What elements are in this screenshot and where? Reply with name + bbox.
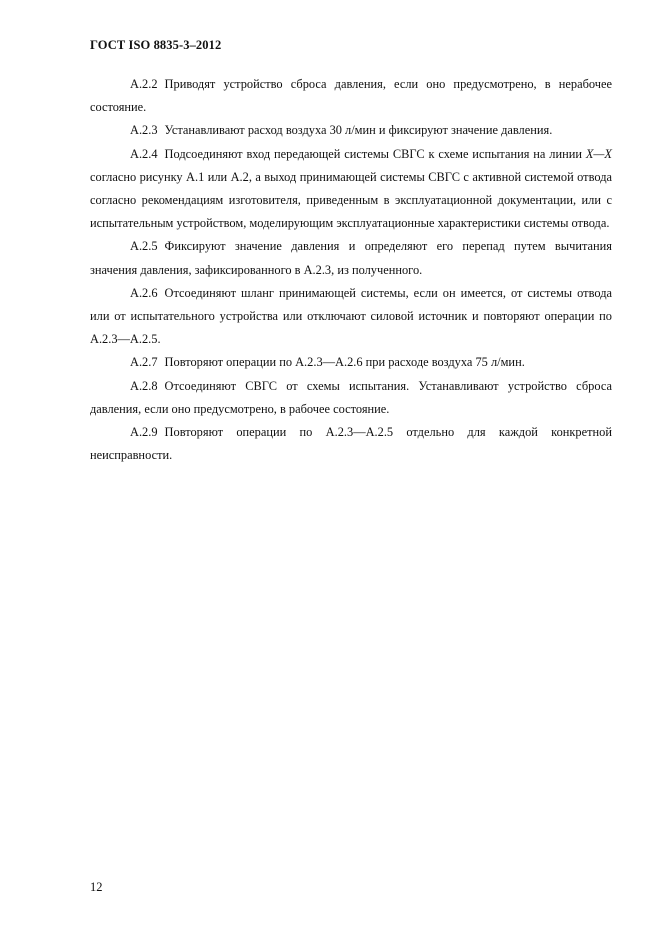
clause-text-italic: X—X: [585, 146, 612, 161]
clause-text: Отсоединяют шланг принимающей системы, если он имеется, от системы отвода или от испытательного устройства или отключают силовой источник и повторяют операции по А.2.3—А.2.5.: [90, 285, 612, 347]
paragraph-a-2-9: [90, 421, 612, 467]
paragraph-a-2-7: [90, 351, 612, 374]
clause-number: А.2.3: [130, 123, 158, 138]
document-body: [90, 73, 612, 467]
clause-text: Повторяют операции по А.2.3—А.2.6 при расходе воздуха 75 л/мин.: [164, 355, 525, 370]
clause-text: Приводят устройство сброса давления, если оно предусмотрено, в нерабочее состояние.: [90, 77, 612, 115]
page-number: 12: [90, 880, 103, 894]
clause-number: А.2.7: [130, 355, 158, 370]
clause-text: Подсоединяют вход передающей системы СВГС к схеме испытания на линии: [164, 146, 586, 161]
paragraph-a-2-2: [90, 73, 612, 119]
clause-text: Фиксируют значение давления и определяют его перепад путем вычитания значения давления, зафиксированного в А.2.3, из полученного.: [90, 239, 612, 277]
clause-number: А.2.6: [130, 285, 158, 300]
clause-text: Повторяют операции по А.2.3—А.2.5 отдельно для каждой конкретной неисправности.: [90, 425, 612, 463]
clause-number: А.2.2: [130, 77, 158, 91]
document-header: ГОСТ ISO 8835-3–2012: [90, 38, 222, 52]
clause-number: А.2.4: [130, 146, 158, 161]
paragraph-a-2-6: [90, 282, 612, 352]
clause-number: А.2.9: [130, 425, 158, 440]
clause-number: А.2.8: [130, 378, 158, 393]
paragraph-a-2-3: [90, 119, 612, 142]
paragraph-a-2-8: [90, 375, 612, 421]
paragraph-a-2-4: [90, 143, 612, 236]
paragraph-a-2-5: [90, 235, 612, 281]
clause-number: А.2.5: [130, 239, 158, 254]
clause-text: согласно рисунку А.1 или А.2, а выход принимающей системы СВГС с активной системой отвода согласно рекомендациям изготовителя, приведенным в эксплуатационной документации, или с испытательным устройством, моделирующим эксплуатационные характеристики системы отвода.: [90, 169, 612, 231]
clause-text: Отсоединяют СВГС от схемы испытания. Устанавливают устройство сброса давления, если оно предусмотрено, в рабочее состояние.: [90, 378, 612, 416]
clause-text: Устанавливают расход воздуха 30 л/мин и фиксируют значение давления.: [164, 123, 553, 138]
